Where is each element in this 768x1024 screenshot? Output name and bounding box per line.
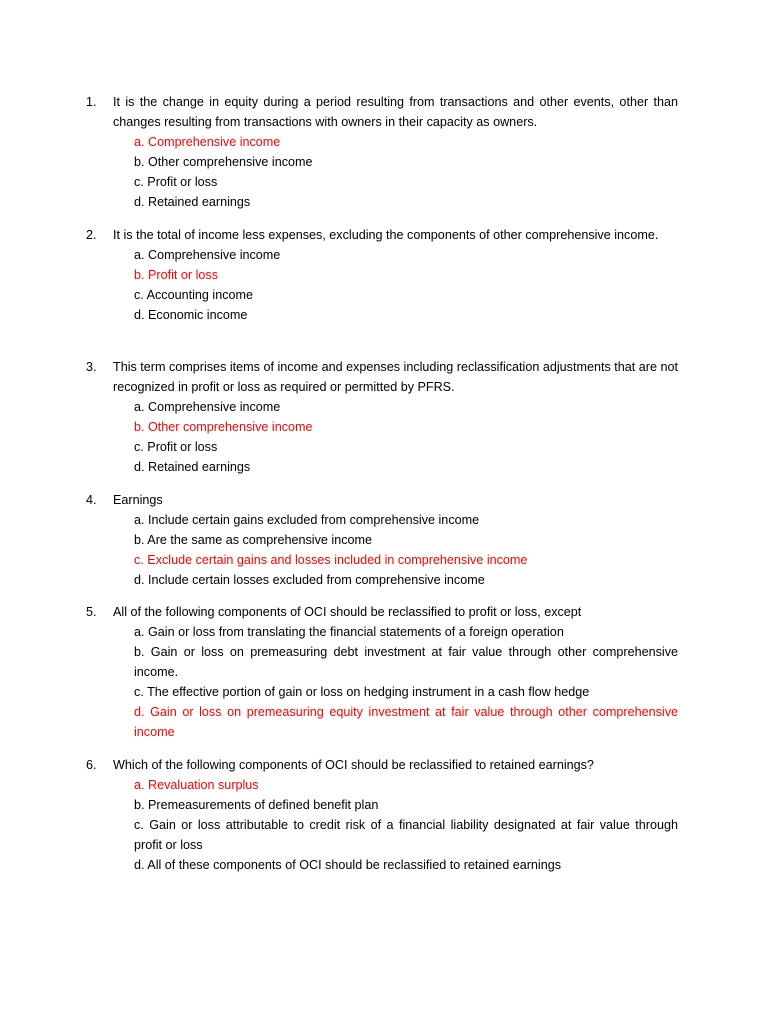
option-c: c. Accounting income — [134, 288, 254, 302]
question-4 — [86, 490, 678, 590]
option-b: b. Other comprehensive income — [134, 420, 313, 434]
question-number: 4. — [86, 493, 97, 507]
option-list — [134, 245, 678, 325]
question-stem: It is the change in equity during a period resulting from transactions and other events, other than changes resulting from transactions with owners in their capacity as owners. — [113, 95, 678, 129]
question-stem: All of the following components of OCI should be reclassified to profit or loss, except — [113, 605, 582, 619]
option-d: d. Include certain losses excluded from comprehensive income — [134, 573, 485, 587]
option-a: a. Comprehensive income — [134, 400, 281, 414]
question-5 — [86, 602, 678, 742]
question-stem: It is the total of income less expenses, excluding the components of other comprehensive income. — [113, 228, 659, 242]
option-d: d. Economic income — [134, 308, 248, 322]
option-a: a. Include certain gains excluded from comprehensive income — [134, 513, 480, 527]
option-a: a. Revaluation surplus — [134, 778, 259, 792]
question-number: 3. — [86, 360, 97, 374]
option-c: c. The effective portion of gain or loss on hedging instrument in a cash flow hedge — [134, 685, 590, 699]
option-b: b. Profit or loss — [134, 268, 218, 282]
option-c: c. Gain or loss attributable to credit risk of a financial liability designated at fair value through profit or loss — [134, 818, 678, 852]
option-c: c. Profit or loss — [134, 175, 218, 189]
option-b: b. Other comprehensive income — [134, 155, 313, 169]
option-a: a. Comprehensive income — [134, 248, 281, 262]
question-number: 1. — [86, 95, 97, 109]
option-list — [134, 510, 678, 590]
option-c: c. Profit or loss — [134, 440, 218, 454]
option-c: c. Exclude certain gains and losses included in comprehensive income — [134, 553, 528, 567]
option-b: b. Premeasurements of defined benefit plan — [134, 798, 379, 812]
option-b: b. Gain or loss on premeasuring debt investment at fair value through other comprehensive income. — [134, 645, 678, 679]
option-list — [134, 775, 678, 875]
question-number: 6. — [86, 758, 97, 772]
option-list — [134, 397, 678, 477]
question-1 — [86, 92, 678, 212]
question-6 — [86, 755, 678, 875]
question-number: 5. — [86, 605, 97, 619]
question-number: 2. — [86, 228, 97, 242]
option-a: a. Gain or loss from translating the financial statements of a foreign operation — [134, 625, 564, 639]
question-stem: Which of the following components of OCI should be reclassified to retained earnings? — [113, 758, 594, 772]
option-d: d. Retained earnings — [134, 460, 251, 474]
option-d: d. Retained earnings — [134, 195, 251, 209]
option-list — [134, 622, 678, 742]
question-2 — [86, 225, 678, 325]
option-d: d. All of these components of OCI should be reclassified to retained earnings — [134, 858, 562, 872]
option-b: b. Are the same as comprehensive income — [134, 533, 373, 547]
option-list — [134, 132, 678, 212]
option-a: a. Comprehensive income — [134, 135, 281, 149]
question-stem: This term comprises items of income and expenses including reclassification adjustments that are not recognized in profit or loss as required or permitted by PFRS. — [113, 360, 678, 394]
question-3 — [86, 357, 678, 477]
option-d: d. Gain or loss on premeasuring equity investment at fair value through other comprehensive income — [134, 705, 678, 739]
question-stem: Earnings — [113, 493, 163, 507]
